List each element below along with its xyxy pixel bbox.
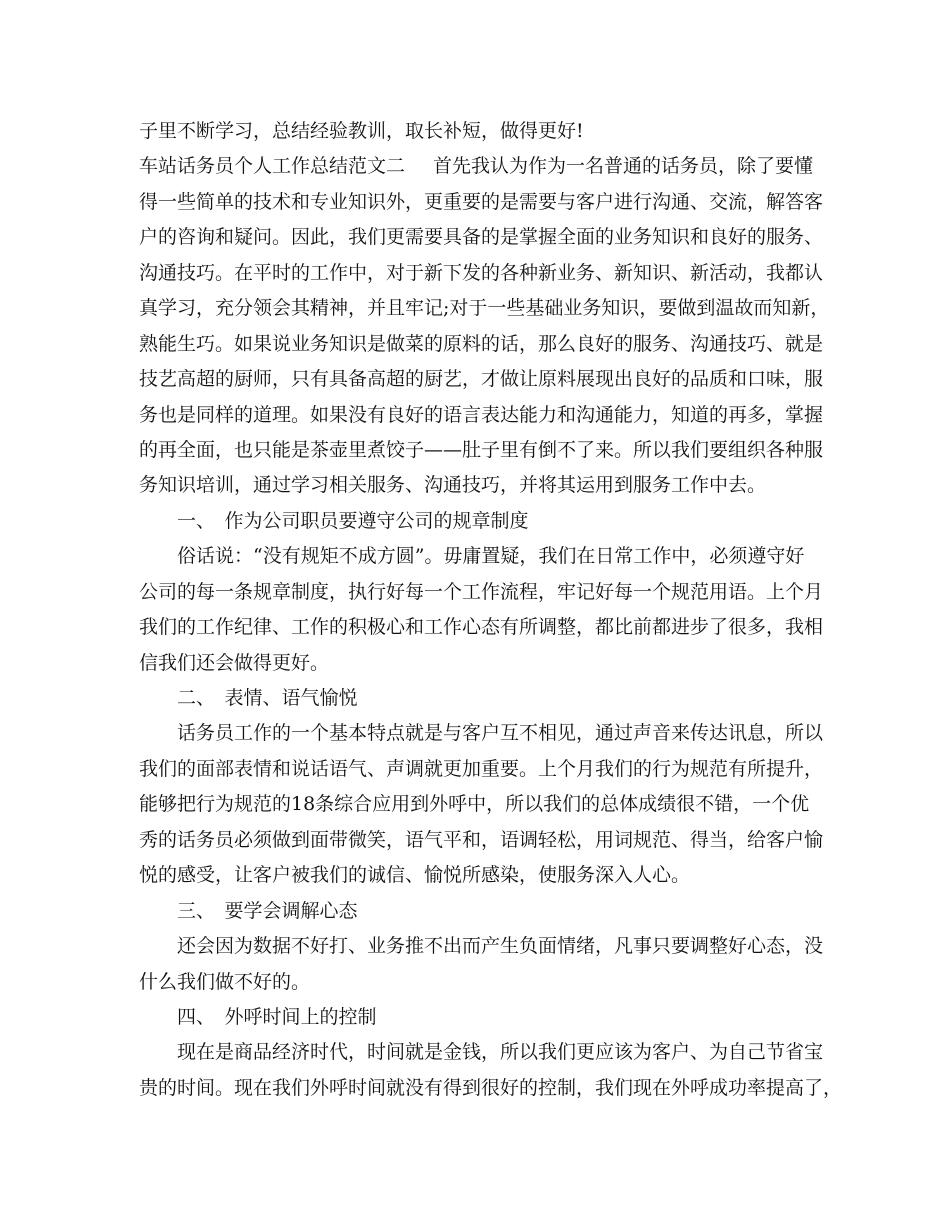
paragraph-line: 俗话说：“没有规矩不成方圆”。毋庸置疑，我们在日常工作中，必须遵守好 — [177, 545, 805, 568]
section-title-line — [139, 149, 829, 184]
paragraph-line: 务知识培训，通过学习相关服务、沟通技巧，并将其运用到服务工作中去。 — [139, 474, 767, 497]
section-title: 车站话务员个人工作总结范文二 — [139, 155, 406, 178]
section-heading: 一、 作为公司职员要遵守公司的规章制度 — [177, 509, 529, 532]
paragraph-start: 首先我认为作为一名普通的话务员，除了要懂 — [433, 155, 814, 178]
paragraph-line: 话务员工作的一个基本特点就是与客户互不相见，通过声音来传达讯息，所以 — [177, 722, 824, 745]
section-heading: 三、 要学会调解心态 — [177, 899, 358, 922]
paragraph-line: 悦的感受，让客户被我们的诚信、愉悦所感染，使服务深入人心。 — [139, 864, 691, 887]
paragraph-line: 现在是商品经济时代，时间就是金钱，所以我们更应该为客户、为自己节省宝 — [177, 1041, 824, 1064]
paragraph-line: 我们的面部表情和说话语气、声调就更加重要。上个月我们的行为规范有所提升， — [139, 757, 824, 780]
paragraph-line: 熟能生巧。如果说业务知识是做菜的原料的话，那么良好的服务、沟通技巧、就是 — [139, 332, 824, 355]
paragraph-line: 技艺高超的厨师，只有具备高超的厨艺，才做让原料展现出良好的品质和口味，服 — [139, 368, 824, 391]
paragraph-line: 贵的时间。现在我们外呼时间就没有得到很好的控制，我们现在外呼成功率提高了， — [139, 1076, 843, 1099]
paragraph-line: 子里不断学习，总结经验教训，取长补短，做得更好! — [139, 120, 584, 142]
paragraph-line: 务也是同样的道理。如果没有良好的语言表达能力和沟通能力，知道的再多，掌握 — [139, 403, 824, 426]
paragraph-line: 能够把行为规范的18条综合应用到外呼中，所以我们的总体成绩很不错，一个优 — [139, 793, 810, 816]
paragraph-line: 我们的工作纪律、工作的积极心和工作心态有所调整，都比前都进步了很多，我相 — [139, 616, 824, 639]
paragraph-line: 沟通技巧。在平时的工作中，对于新下发的各种新业务、新知识、新活动，我都认 — [139, 261, 824, 284]
paragraph-line: 还会因为数据不好打、业务推不出而产生负面情绪，凡事只要调整好心态，没 — [177, 935, 824, 958]
paragraph-line: 的再全面，也只能是茶壶里煮饺子——肚子里有倒不了来。所以我们要组织各种服 — [139, 438, 824, 461]
paragraph-line: 户的咨询和疑问。因此，我们更需要具备的是掌握全面的业务知识和良好的服务、 — [139, 226, 824, 249]
paragraph-line: 信我们还会做得更好。 — [139, 651, 330, 674]
paragraph-line: 得一些简单的技术和专业知识外，更重要的是需要与客户进行沟通、交流，解答客 — [139, 190, 824, 213]
section-heading: 四、 外呼时间上的控制 — [177, 1005, 377, 1028]
paragraph-line: 真学习，充分领会其精神，并且牢记;对于一些基础业务知识，要做到温故而知新， — [139, 297, 830, 320]
paragraph-line: 公司的每一条规章制度，执行好每一个工作流程，牢记好每一个规范用语。上个月 — [139, 580, 824, 603]
document-body — [139, 114, 843, 1106]
section-heading: 二、 表情、语气愉悦 — [177, 687, 358, 709]
paragraph-line: 什么我们做不好的。 — [139, 970, 311, 993]
paragraph-line: 秀的话务员必须做到面带微笑，语气平和，语调轻松，用词规范、得当，给客户愉 — [139, 828, 824, 851]
